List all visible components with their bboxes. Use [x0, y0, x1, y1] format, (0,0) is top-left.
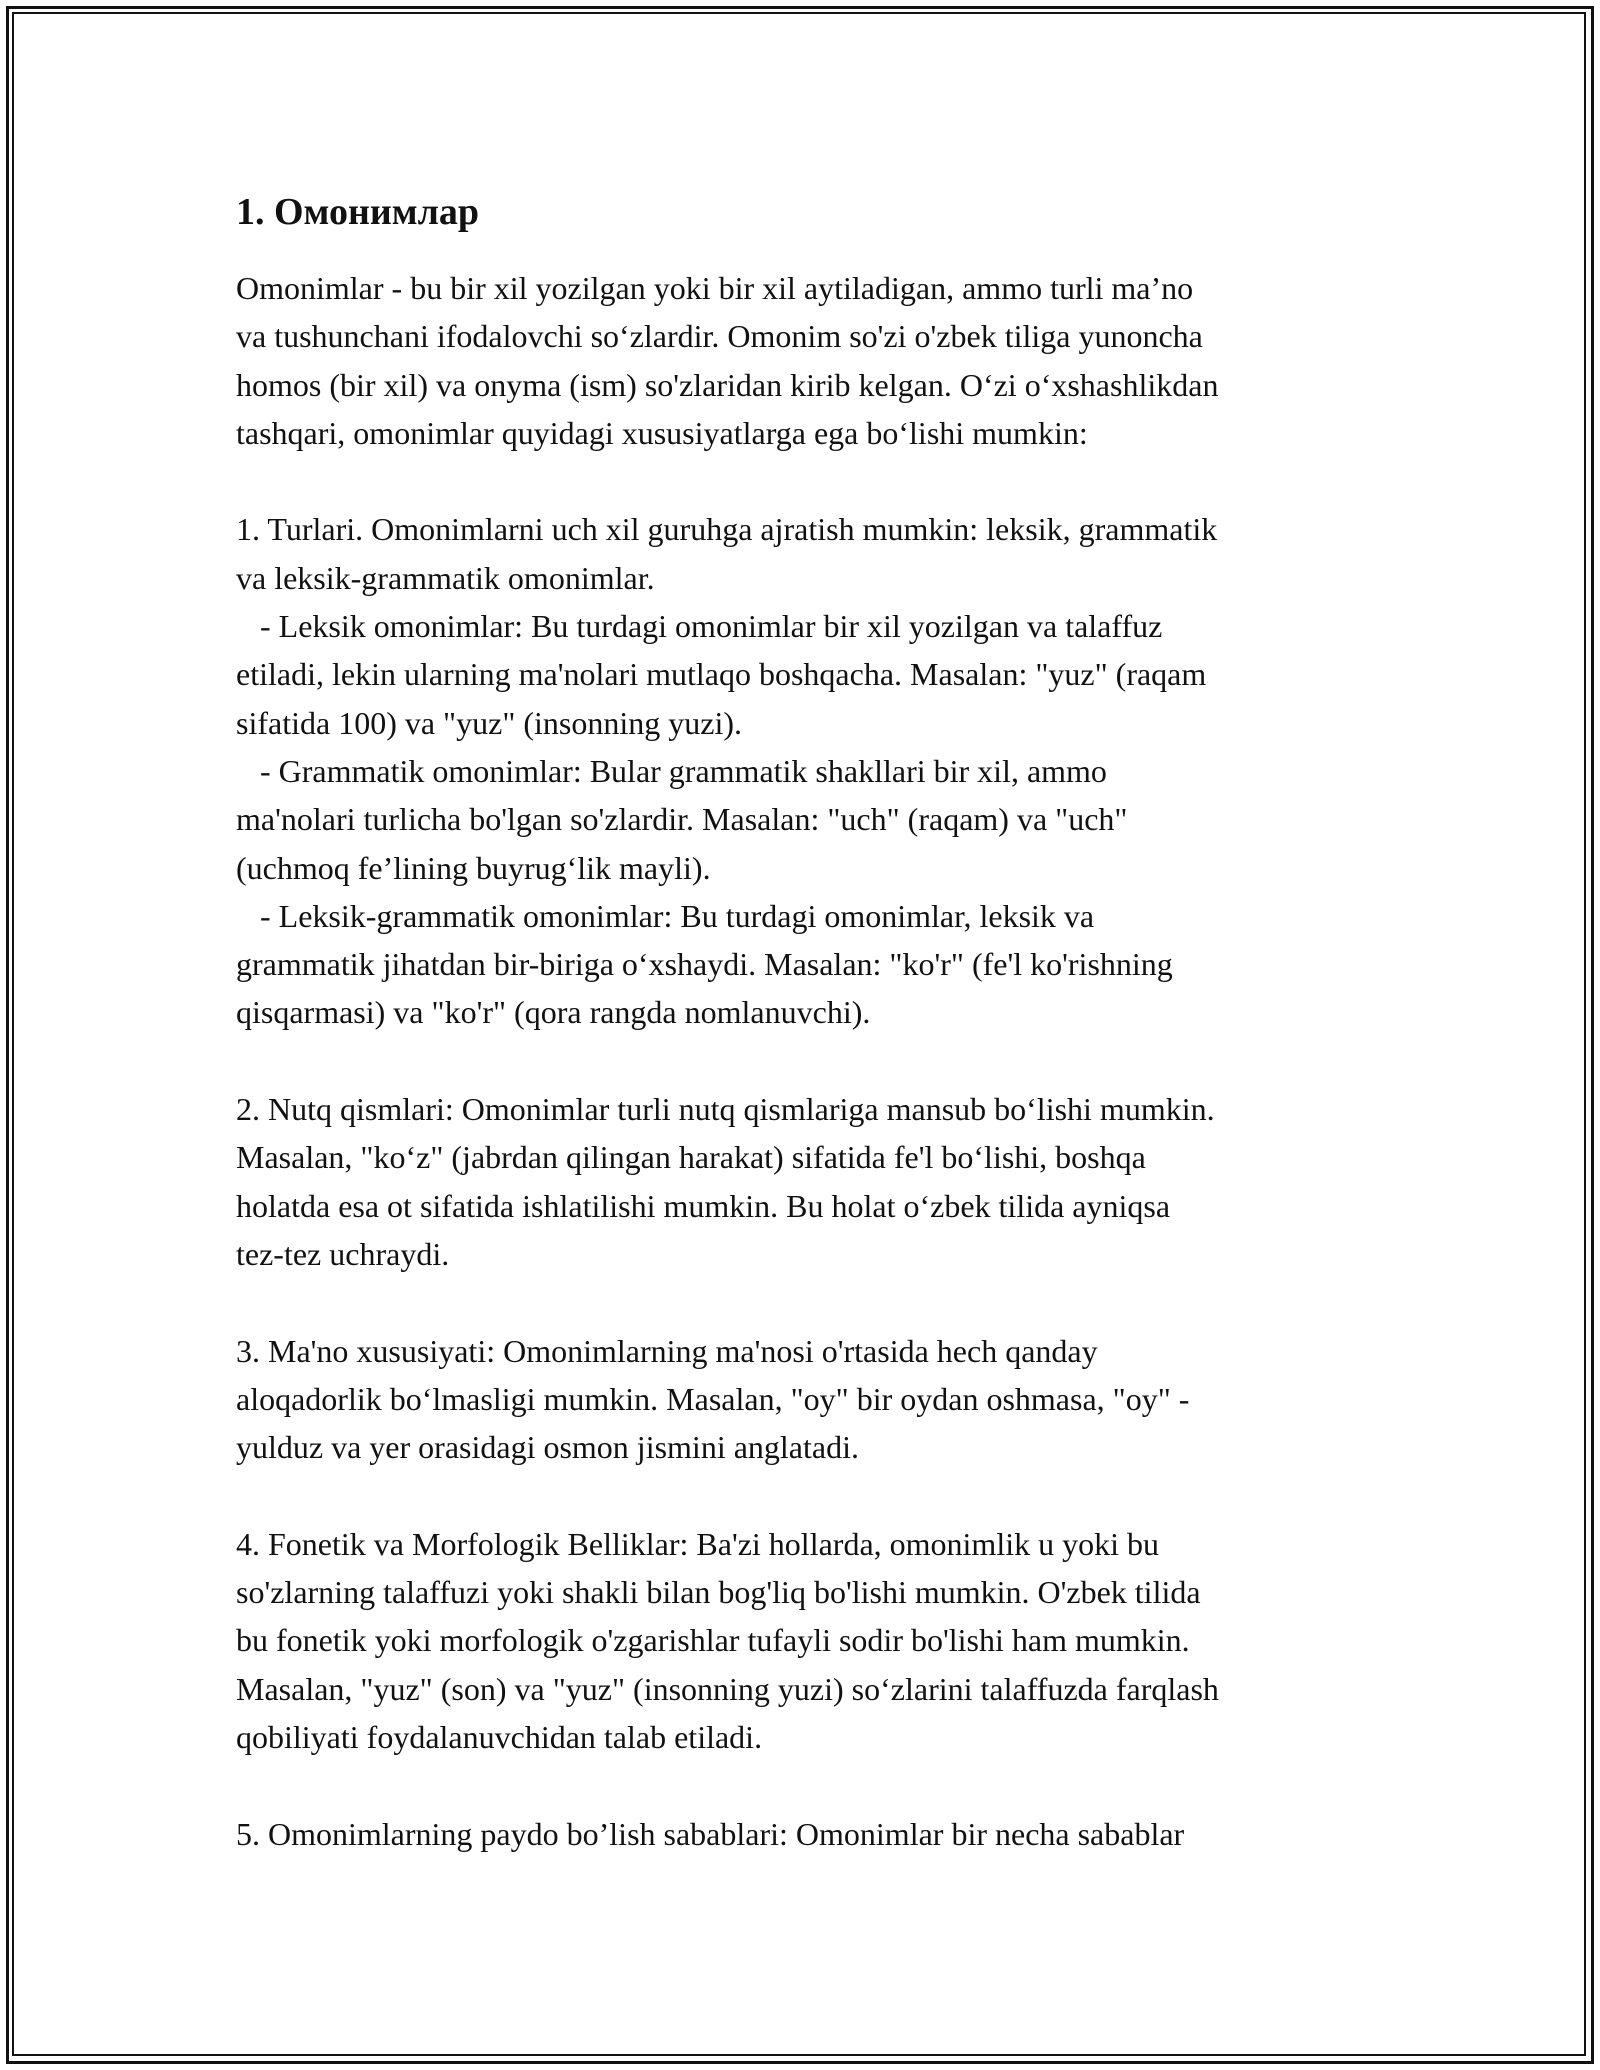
- text-line: Masalan, "yuz" (son) va "yuz" (insonning yuzi) so‘zlarini talaffuzda farqlash: [236, 1670, 1219, 1707]
- text-line: grammatik jihatdan bir-biriga o‘xshaydi. Masalan: "ko'r" (fe'l ko'rishning: [236, 946, 1173, 983]
- text-line: sifatida 100) va "yuz" (insonning yuzi).: [236, 704, 743, 741]
- paragraph-phonetic: [236, 1520, 1366, 1761]
- text-line: - Leksik omonimlar: Bu turdagi omonimlar bir xil yozilgan va talaffuz: [236, 608, 1163, 645]
- text-line: 1. Turlari. Omonimlarni uch xil guruhga ajratish mumkin: leksik, grammatik: [236, 511, 1218, 548]
- text-line: Masalan, "ko‘z" (jabrdan qilingan harakat) sifatida fe'l bo‘lishi, boshqa: [236, 1139, 1146, 1176]
- text-line: va leksik-grammatik omonimlar.: [236, 559, 655, 596]
- paragraph-spacer: [236, 1278, 1366, 1326]
- text-line: aloqadorlik bo‘lmasligi mumkin. Masalan, "oy" bir oydan oshmasa, "oy" -: [236, 1380, 1190, 1417]
- text-line: tez-tez uchraydi.: [236, 1235, 450, 1272]
- text-line: Omonimlar - bu bir xil yozilgan yoki bir xil aytiladigan, ammo turli ma’no: [236, 270, 1194, 306]
- text-line: 4. Fonetik va Morfologik Belliklar: Ba'zi hollarda, omonimlik u yoki bu: [236, 1525, 1159, 1562]
- paragraph-intro: [236, 264, 1366, 457]
- paragraph-spacer: [236, 1037, 1366, 1085]
- paragraph-types: [236, 505, 1366, 1036]
- paragraph-meaning: [236, 1327, 1366, 1472]
- paragraph-spacer: [236, 1761, 1366, 1809]
- text-line: - Grammatik omonimlar: Bular grammatik shakllari bir xil, ammo: [236, 752, 1107, 789]
- text-line: homos (bir xil) va onyma (ism) so'zlaridan kirib kelgan. O‘zi o‘xshashlikdan: [236, 366, 1219, 403]
- text-line: 5. Omonimlarning paydo bo’lish sabablari: Omonimlar bir necha sabablar: [236, 1815, 1185, 1852]
- text-line: etiladi, lekin ularning ma'nolari mutlaqo boshqacha. Masalan: "yuz" (raqam: [236, 656, 1207, 693]
- document-body: [236, 186, 1366, 1858]
- text-line: ma'nolari turlicha bo'lgan so'zlardir. Masalan: "uch" (raqam) va "uch": [236, 801, 1128, 838]
- text-line: (uchmoq fe’lining buyrug‘lik mayli).: [236, 849, 711, 886]
- text-line: qisqarmasi) va "ko'r" (qora rangda nomlanuvchi).: [236, 994, 871, 1031]
- text-line: tashqari, omonimlar quyidagi xususiyatlarga ega bo‘lishi mumkin:: [236, 414, 1088, 451]
- text-line: so'zlarning talaffuzi yoki shakli bilan bog'liq bo'lishi mumkin. O'zbek tilida: [236, 1574, 1201, 1611]
- text-line: holatda esa ot sifatida ishlatilishi mumkin. Bu holat o‘zbek tilida ayniqsa: [236, 1187, 1171, 1224]
- paragraph-origins: [236, 1810, 1366, 1858]
- text-line: - Leksik-grammatik omonimlar: Bu turdagi omonimlar, leksik va: [236, 897, 1095, 934]
- text-line: bu fonetik yoki morfologik o'zgarishlar tufayli sodir bo'lishi ham mumkin.: [236, 1622, 1190, 1659]
- text-line: qobiliyati foydalanuvchidan talab etiladi.: [236, 1718, 763, 1755]
- section-heading: 1. Омонимлар: [236, 191, 480, 233]
- paragraph-spacer: [236, 1471, 1366, 1519]
- paragraph-parts-of-speech: [236, 1085, 1366, 1278]
- text-line: va tushunchani ifodalovchi so‘zlardir. Omonim so'zi o'zbek tiliga yunoncha: [236, 318, 1203, 355]
- text-line: yulduz va yer orasidagi osmon jismini anglatadi.: [236, 1429, 859, 1466]
- text-line: 2. Nutq qismlari: Omonimlar turli nutq qismlariga mansub bo‘lishi mumkin.: [236, 1091, 1215, 1128]
- paragraph-spacer: [236, 457, 1366, 505]
- text-line: 3. Ma'no xususiyati: Omonimlarning ma'nosi o'rtasida hech qanday: [236, 1332, 1098, 1369]
